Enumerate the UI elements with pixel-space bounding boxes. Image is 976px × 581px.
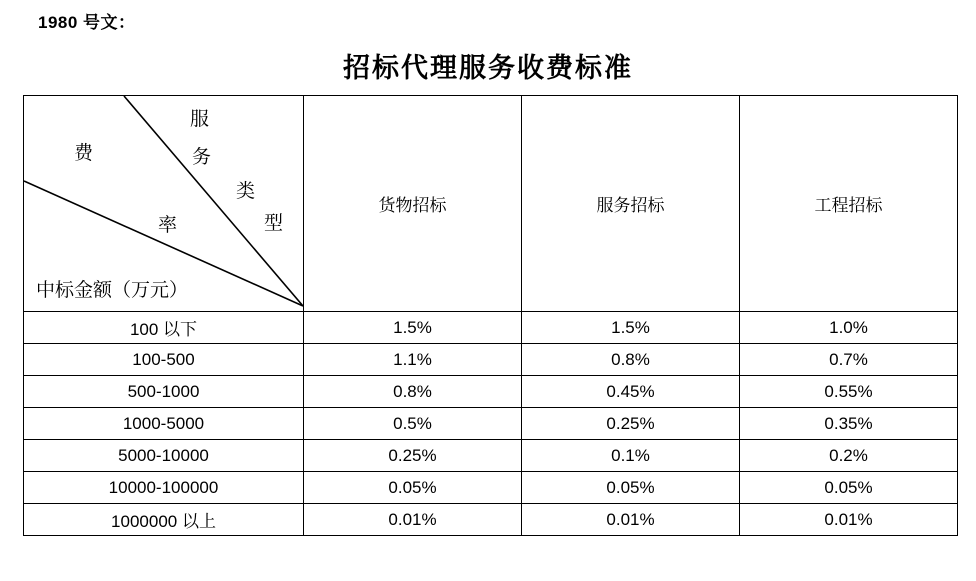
row-value-works: 0.35% [740,408,958,440]
corner-label-amount: 中标金额（万元） [36,280,189,301]
row-label: 1000-5000 [24,408,304,440]
table-header-row [24,96,958,312]
row-value-services: 0.25% [522,408,740,440]
row-value-services: 0.45% [522,376,740,408]
table-row [24,472,958,504]
row-label: 5000-10000 [24,440,304,472]
row-value-goods: 1.1% [304,344,522,376]
row-value-works: 0.7% [740,344,958,376]
corner-label-service: 服 [190,109,210,130]
row-value-services: 0.1% [522,440,740,472]
table-corner-header-cell [24,96,304,312]
row-label: 100 以下 [24,312,304,344]
table-row [24,408,958,440]
row-value-works: 0.01% [740,504,958,536]
table-row [24,376,958,408]
table-row [24,312,958,344]
table-row [24,344,958,376]
row-value-goods: 0.5% [304,408,522,440]
table-row [24,504,958,536]
row-value-goods: 1.5% [304,312,522,344]
row-label: 10000-100000 [24,472,304,504]
row-label: 500-1000 [24,376,304,408]
row-value-works: 0.05% [740,472,958,504]
column-header-works: 工程招标 [740,96,958,312]
corner-label-wu: 务 [192,147,212,168]
corner-inner [24,96,303,311]
row-value-services: 0.05% [522,472,740,504]
row-value-works: 0.55% [740,376,958,408]
document-reference-line: 1980 号文： [38,13,136,32]
corner-label-xing: 型 [264,213,284,234]
row-value-services: 1.5% [522,312,740,344]
corner-label-fee: 费 [74,143,94,164]
row-value-goods: 0.8% [304,376,522,408]
document-title: 招标代理服务收费标准 [343,53,633,83]
row-label: 1000000 以上 [24,504,304,536]
row-value-services: 0.8% [522,344,740,376]
row-value-works: 1.0% [740,312,958,344]
column-header-goods: 货物招标 [304,96,522,312]
row-value-goods: 0.01% [304,504,522,536]
row-value-goods: 0.25% [304,440,522,472]
corner-label-lei: 类 [236,181,256,202]
corner-label-rate: 率 [158,215,178,236]
fee-standard-table-wrapper [23,95,953,536]
row-label: 100-500 [24,344,304,376]
column-header-services: 服务招标 [522,96,740,312]
table-row [24,440,958,472]
fee-standard-table [23,95,958,536]
row-value-services: 0.01% [522,504,740,536]
row-value-goods: 0.05% [304,472,522,504]
row-value-works: 0.2% [740,440,958,472]
